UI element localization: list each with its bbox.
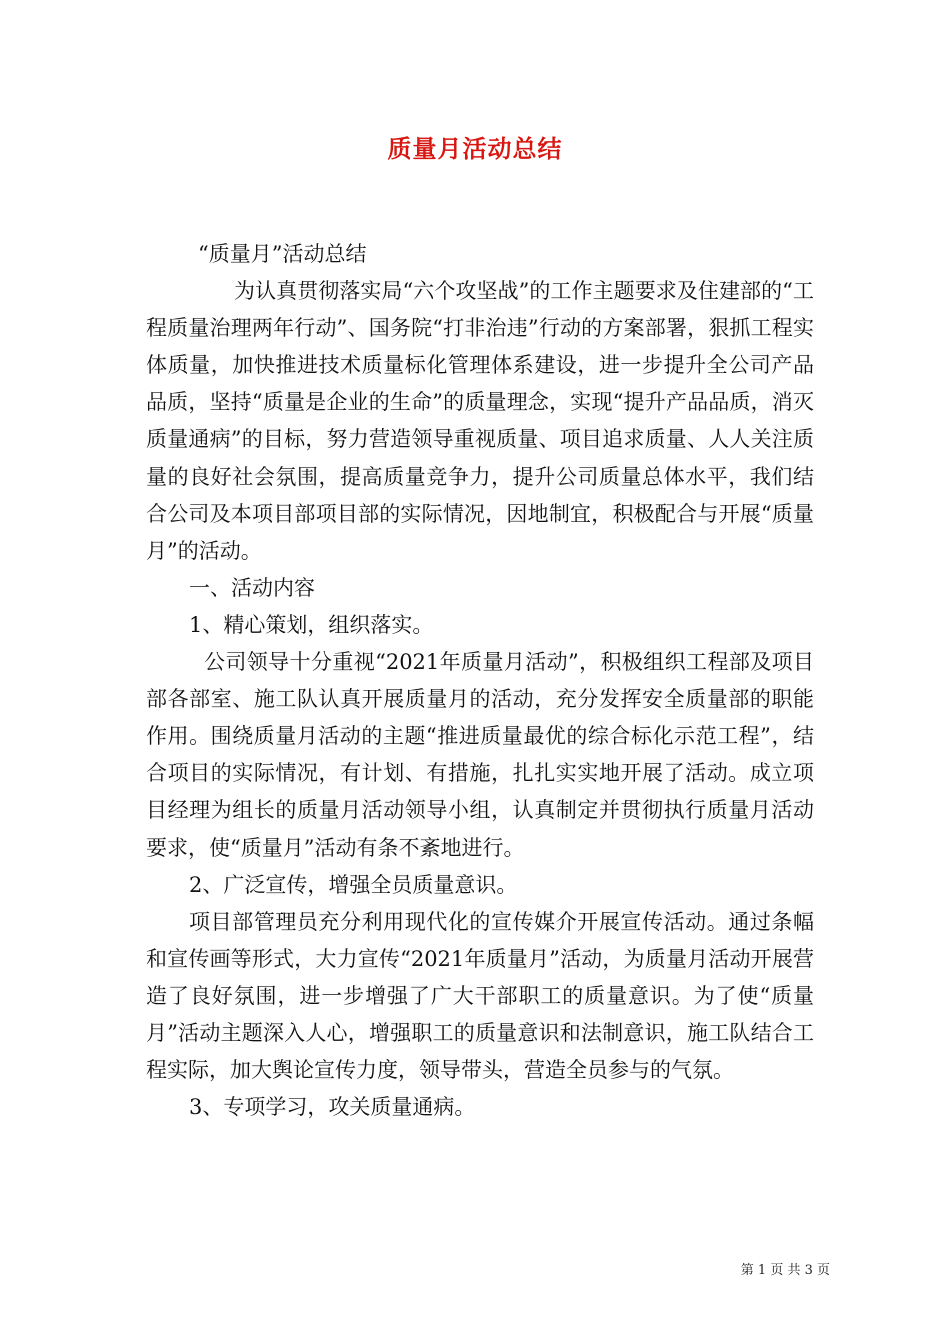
paragraph-1: 公司领导十分重视“2021年质量月活动”，积极组织工程部及项目部各部室、施工队认真开展质量月的活动，充分发挥安全质量部的职能作用。围绕质量月活动的主题“推进质量最优的综合标化示范工程”，结合项目的实际情况，有计划、有措施，扎扎实实地开展了活动。成立项目经理为组长的质量月活动领导小组，认真制定并贯彻执行质量月活动要求，使“质量月”活动有条不紊地进行。 (146, 650, 814, 860)
subsection-heading-3: 3、专项学习，攻关质量通病。 (189, 1095, 476, 1120)
paragraph-2: 项目部管理员充分利用现代化的宣传媒介开展宣传活动。通过条幅和宣传画等形式，大力宣传“2021年质量月”活动，为质量月活动开展营造了良好氛围，进一步增强了广大干部职工的质量意识。为了使“质量月”活动主题深入人心，增强职工的质量意识和法制意识，施工队结合工程实际，加大舆论宣传力度，领导带头，营造全员参与的气氛。 (146, 909, 814, 1083)
subsection-heading-1: 1、精心策划，组织落实。 (189, 612, 434, 637)
page-title: 质量月活动总结 (387, 134, 563, 163)
section-heading: “质量月”活动总结 (198, 242, 367, 266)
intro-paragraph: 为认真贯彻落实局“六个攻坚战”的工作主题要求及住建部的“工程质量治理两年行动”、国务院“打非治违”行动的方案部署，狠抓工程实体质量，加快推进技术质量标化管理体系建设，进一步提升全公司产品品质，坚持“质量是企业的生命”的质量理念，实现“提升产品品质，消灭质量通病”的目标，努力营造领导重视质量、项目追求质量、人人关注质量的良好社会氛围，提高质量竞争力，提升公司质量总体水平，我们结合公司及本项目部项目部的实际情况，因地制宜，积极配合与开展“质量月”的活动。 (146, 279, 814, 563)
page-number: 第 1 页 共 3 页 (740, 1263, 830, 1278)
subsection-heading-2: 2、广泛宣传，增强全员质量意识。 (189, 872, 518, 897)
section-heading-activity-content: 一、活动内容 (189, 575, 315, 600)
document-body (146, 236, 814, 1126)
